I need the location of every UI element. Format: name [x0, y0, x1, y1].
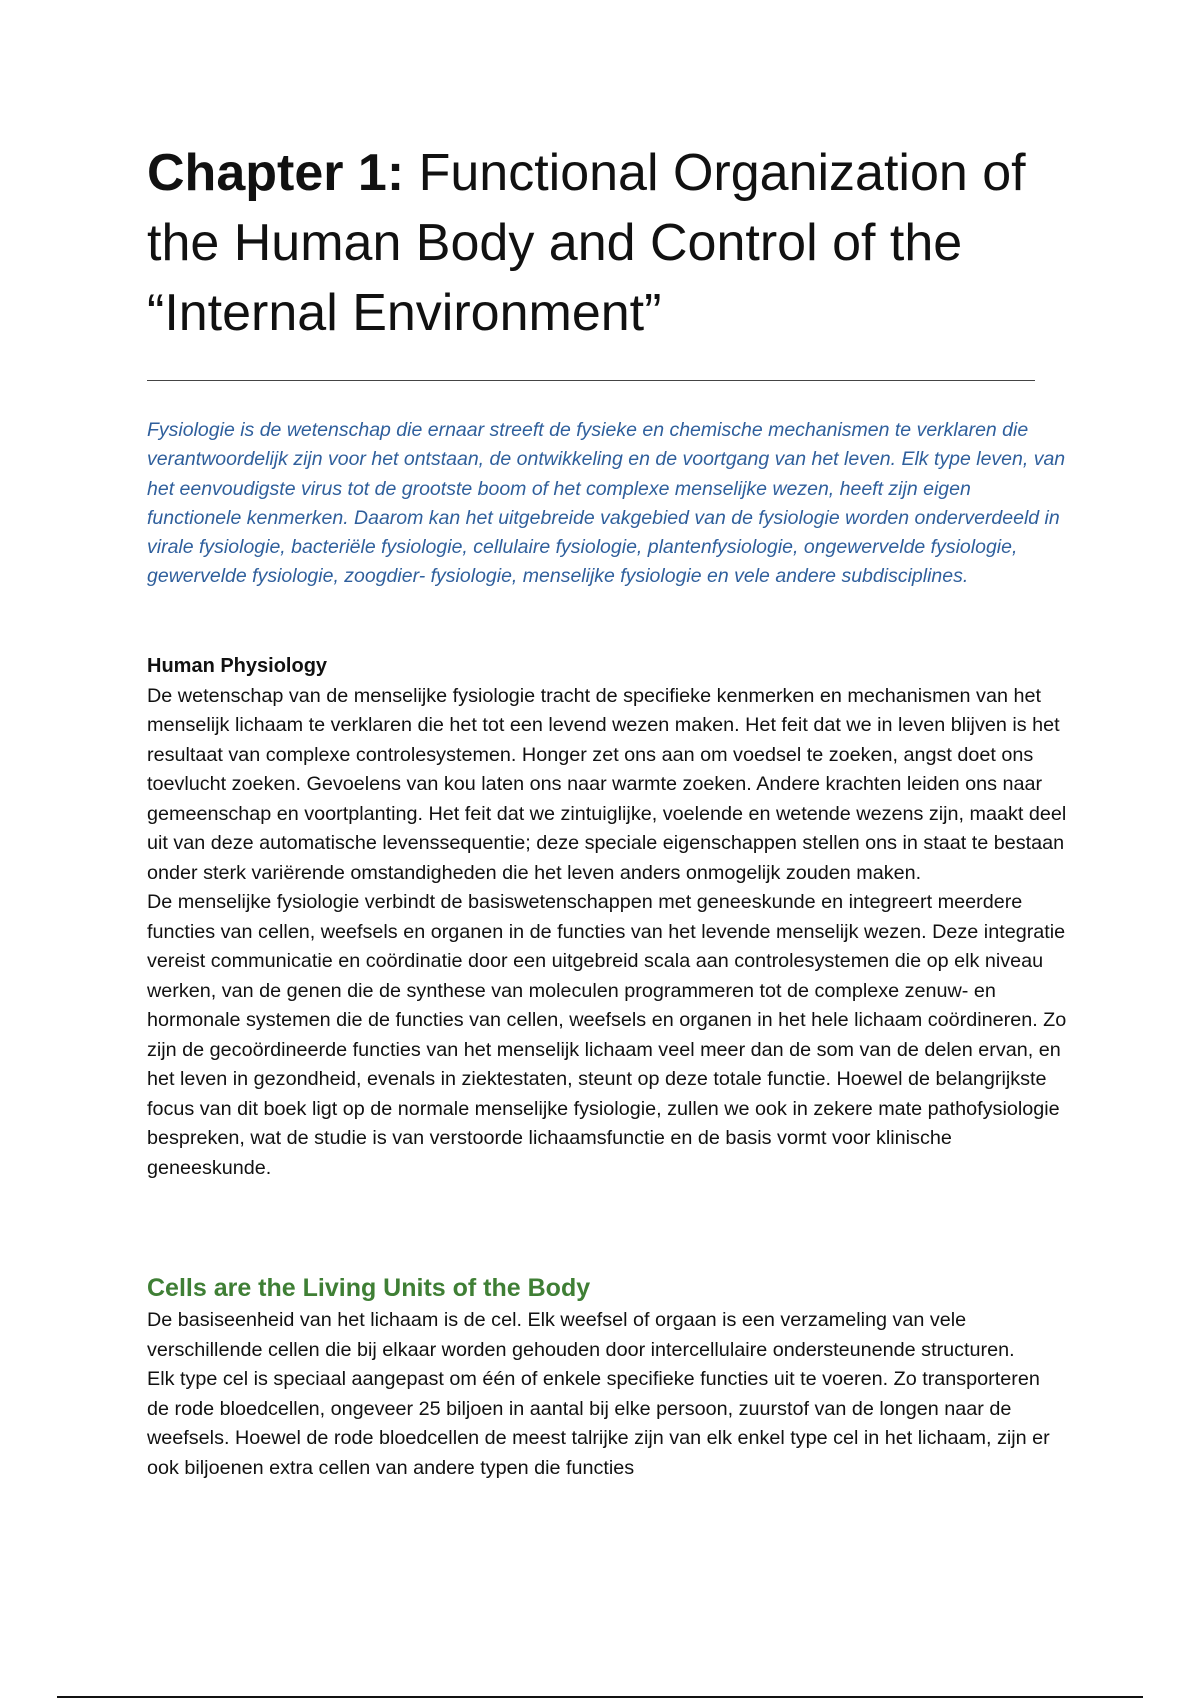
body-paragraph: De wetenschap van de menselijke fysiologie tracht de specifieke kenmerken en mechanismen van het menselijk lichaam te verklaren die het tot een levend wezen maken. Het feit dat we in leven blijven is het resultaat van complexe controlesystemen. Honger zet ons aan om voedsel te zoeken, angst doet ons toevlucht zoeken. Gevoelens van kou laten ons naar warmte zoeken. Andere krachten leiden ons naar gemeenschap en voortplanting. Het feit dat we zintuiglijke, voelende en wetende wezens zijn, maakt deel uit van deze automatische levenssequentie; deze speciale eigenschappen stellen ons in staat te bestaan onder sterk variërende omstandigheden die het leven anders onmogelijk zouden maken.	[147, 684, 1067, 884]
chapter-title-text: Functional Organization of the Human Body and Control of the “Internal Environment”	[147, 144, 1026, 342]
section-human-physiology	[147, 652, 1067, 1183]
section-cells-living-units	[147, 1270, 1067, 1483]
abstract-paragraph: Fysiologie is de wetenschap die ernaar streeft de fysieke en chemische mechanismen te verklaren die verantwoordelijk zijn voor het ontstaan, de ontwikkeling en de voortgang van het leven. Elk type leven, van het eenvoudigste virus tot de grootste boom of het complexe menselijke wezen, heeft zijn eigen functionele kenmerken. Daarom kan het uitgebreide vakgebied van de fysiologie worden onderverdeeld in virale fysiologie, bacteriële fysiologie, cellulaire fysiologie, plantenfysiologie, ongewervelde fysiologie, gewervelde fysiologie, zoogdier- fysiologie, menselijke fysiologie en vele andere subdisciplines.	[147, 419, 1066, 588]
chapter-number: Chapter 1:	[147, 144, 405, 202]
section-heading: Cells are the Living Units of the Body	[147, 1274, 591, 1302]
page-bottom-rule	[57, 1696, 1143, 1698]
body-paragraph: De basiseenheid van het lichaam is de cel. Elk weefsel of orgaan is een verzameling van vele verschillende cellen die bij elkaar worden gehouden door intercellulaire ondersteunende structuren.	[147, 1309, 1015, 1361]
body-paragraph: Elk type cel is speciaal aangepast om één of enkele specifieke functies uit te voeren. Zo transporteren de rode bloedcellen, ongeveer 25 biljoen in aantal bij elke persoon, zuurstof van de longen naar de weefsels. Hoewel de rode bloedcellen de meest talrijke zijn van elk enkel type cel in het lichaam, zijn er ook biljoenen extra cellen van andere typen die functies	[147, 1368, 1050, 1479]
title-divider	[147, 380, 1035, 381]
chapter-title	[147, 138, 1067, 348]
body-paragraph: De menselijke fysiologie verbindt de basiswetenschappen met geneeskunde en integreert meerdere functies van cellen, weefsels en organen in de functies van het levende menselijk wezen. Deze integratie vereist communicatie en coördinatie door een uitgebreid scala aan controlesystemen die op elk niveau werken, van de genen die de synthese van moleculen programmeren tot de complexe zenuw- en hormonale systemen die de functies van cellen, weefsels en organen in het hele lichaam coördineren. Zo zijn de gecoördineerde functies van het menselijk lichaam veel meer dan de som van de delen ervan, en het leven in gezondheid, evenals in ziektestaten, steunt op deze totale functie. Hoewel de belangrijkste focus van dit boek ligt op de normale menselijke fysiologie, zullen we ook in zekere mate pathofysiologie bespreken, wat de studie is van verstoorde lichaamsfunctie en de basis vormt voor klinische geneeskunde.	[147, 891, 1067, 1179]
section-heading: Human Physiology	[147, 655, 328, 677]
